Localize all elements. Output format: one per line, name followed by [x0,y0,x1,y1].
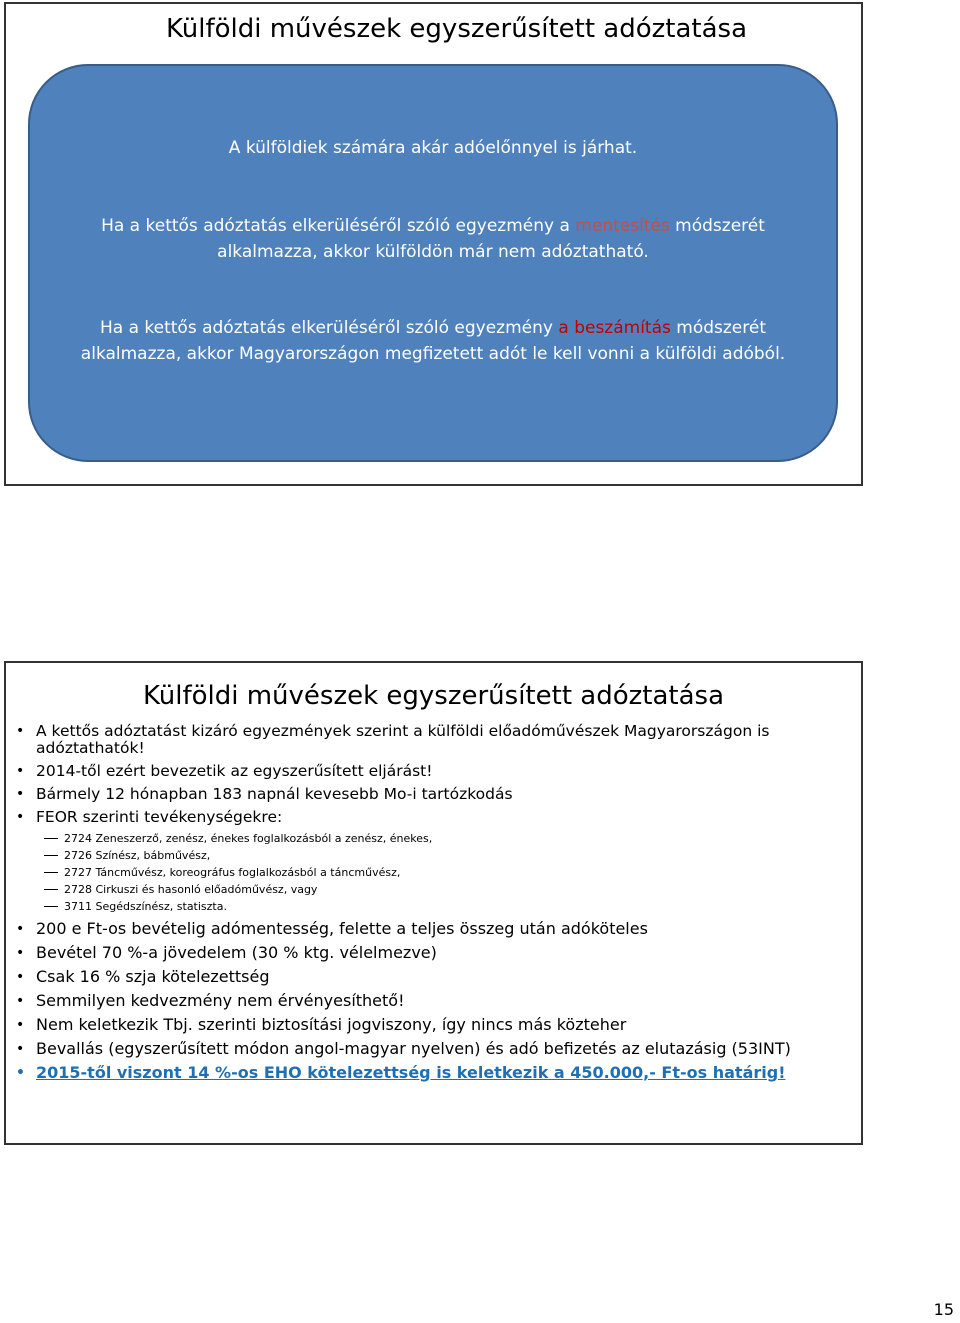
list-item: • Csak 16 % szja kötelezettség [16,965,851,989]
sub-item: 2726 Színész, bábművész, [16,847,851,864]
slide-title: Külföldi művészek egyszerűsített adóztatása [166,14,748,44]
list-item: • Bevallás (egyszerűsített módon angol-magyar nyelven) és adó befizetés az elutazásig (53INT) [16,1037,851,1061]
sub-item: 2728 Cirkuszi és hasonló előadóművész, vagy [16,881,851,898]
box-line-5: alkalmazza, akkor Magyarországon megfizetett adót le kell vonni a külföldi adóból. [80,344,786,364]
slide-2 [4,661,863,1145]
info-box [28,64,838,462]
highlight-bullet: • 2015-től viszont 14 %-os EHO kötelezettség is keletkezik a 450.000,- Ft-os határig! [16,1061,851,1085]
box-line-4 [30,318,836,338]
box-line-1: A külföldiek számára akár adóelőnnyel is járhat. [228,138,638,158]
box-line-3: alkalmazza, akkor külföldön már nem adóztatható. [217,242,649,262]
list-item: • Semmilyen kedvezmény nem érvényesíthető! [16,989,851,1013]
list-item: • 200 e Ft-os bevételig adómentesség, felette a teljes összeg után adóköteles [16,917,851,941]
bullet-list [16,723,851,1085]
highlight-mentesites: mentesítés [575,216,670,236]
list-item: • Bevétel 70 %-a jövedelem (30 % ktg. vélelmezve) [16,941,851,965]
highlight-beszamitas: a beszámítás [558,318,671,338]
sub-item: 2724 Zeneszerző, zenész, énekes foglalkozásból a zenész, énekes, [16,830,851,847]
page-number: 15 [933,1300,954,1319]
slide-1 [4,2,863,486]
slide-title: Külföldi művészek egyszerűsített adóztatása [142,681,724,711]
list-item: • FEOR szerinti tevékenységekre: [16,809,851,826]
sub-item: 3711 Segédszínész, statiszta. [16,898,851,915]
box-text: Ha a kettős adóztatás elkerüléséről szóló egyezmény [99,318,559,338]
box-line-2 [30,216,836,236]
box-text: módszerét [670,318,767,338]
list-item: • 2014-től ezért bevezetik az egyszerűsített eljárást! [16,763,851,780]
list-item: • Nem keletkezik Tbj. szerinti biztosítási jogviszony, így nincs más közteher [16,1013,851,1037]
sub-item: 2727 Táncművész, koreográfus foglalkozásból a táncművész, [16,864,851,881]
box-text: módszerét [669,216,765,236]
box-text: Ha a kettős adóztatás elkerüléséről szóló egyezmény a [101,216,576,236]
list-item: • Bármely 12 hónapban 183 napnál kevesebb Mo-i tartózkodás [16,786,851,803]
list-item: • A kettős adóztatást kizáró egyezmények szerint a külföldi előadóművészek Magyarországon is adóztathatók! [16,723,851,757]
